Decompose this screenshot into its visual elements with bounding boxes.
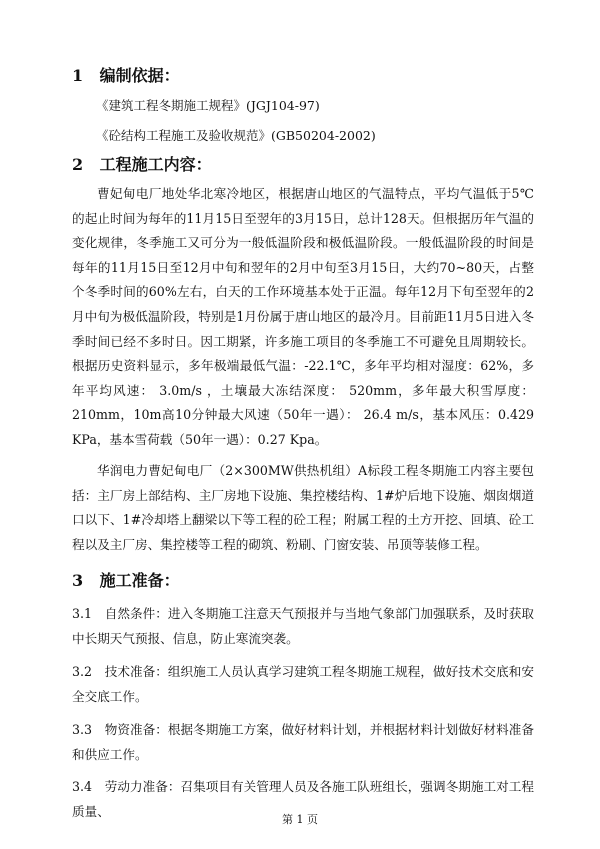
section-2-heading — [72, 155, 212, 175]
section-2-number: 2 — [72, 155, 84, 174]
section-1-number: 1 — [72, 66, 84, 85]
section-3-heading — [72, 571, 180, 591]
section-1-title: 编制依据： — [99, 66, 180, 85]
page-number: 第 1 页 — [282, 813, 318, 826]
section-1-heading — [72, 66, 180, 86]
prep-item-materials: 3.3 物资准备：根据冬期施工方案，做好材料计划，并根据材料计划做好材料准备和供应工作。 — [72, 722, 534, 762]
prep-item-natural-conditions: 3.1 自然条件：进入冬期施工注意天气预报并与当地气象部门加强联系，及时获取中长期天气预报、信息，防止寒流突袭。 — [72, 606, 534, 646]
section-3-number: 3 — [72, 571, 84, 590]
prep-item-labor: 3.4 劳动力准备：召集项目有关管理人员及各施工队班组长，强调冬期施工对工程质量、 — [72, 779, 534, 819]
prep-item-technical: 3.2 技术准备：组织施工人员认真学习建筑工程冬期施工规程，做好技术交底和安全交底工作。 — [72, 664, 534, 704]
section-2-paragraph-2: 华润电力曹妃甸电厂（2×300MW供热机组）A标段工程冬期施工内容主要包括：主厂房上部结构、主厂房地下设施、集控楼结构、1#炉后地下设施、烟囱烟道口以下、1#冷却塔上翻梁以下等工程的砼工程；附属工程的土方开挖、回填、砼工程以及主厂房、集控楼等工程的砌筑、粉刷、门窗安装、吊顶等装修工程。 — [72, 463, 534, 552]
reference-2: 《砼结构工程施工及验收规范》(GB50204-2002) — [96, 128, 376, 143]
section-3-title: 施工准备： — [99, 571, 180, 590]
section-2-title: 工程施工内容： — [99, 155, 212, 174]
reference-1: 《建筑工程冬期施工规程》(JGJ104-97) — [96, 98, 320, 113]
section-2-paragraph-1: 曹妃甸电厂地处华北寒冷地区，根据唐山地区的气温特点，平均气温低于5℃的起止时间为每年的11月15日至翌年的3月15日，总计128天。但根据历年气温的 变化规律，冬季施工又可分为一般低温阶段和极低温阶段。一般低温阶段的时间是 每年的11月15日至12月中旬和翌年的2月中旬至3月15日，大约70~80天，占整个冬季时间的60%左右，白天的工作环境基本处于正温。每年12月下旬至翌年的2月中旬为极低温阶段，特别是1月份属于唐山地区的最冷月。目前距11月5日进入冬季时间已经不多时日。因工期紧，许多施工项目的冬季施工不可避免且周期较长。根据历史资料显示，多年极端最低气温：-22.1℃，多年平均相对湿度：62%，多年平均风速： 3.0m/s ，土壤最大冻结深度： 520mm，多年最大积雪厚度： 210mm，10m高10分钟最大风速（50年一遇）： 26.4 m/s，基本风压：0.429 KPa，基本雪荷载（50年一遇）：0.27 Kpa。 — [72, 186, 534, 447]
